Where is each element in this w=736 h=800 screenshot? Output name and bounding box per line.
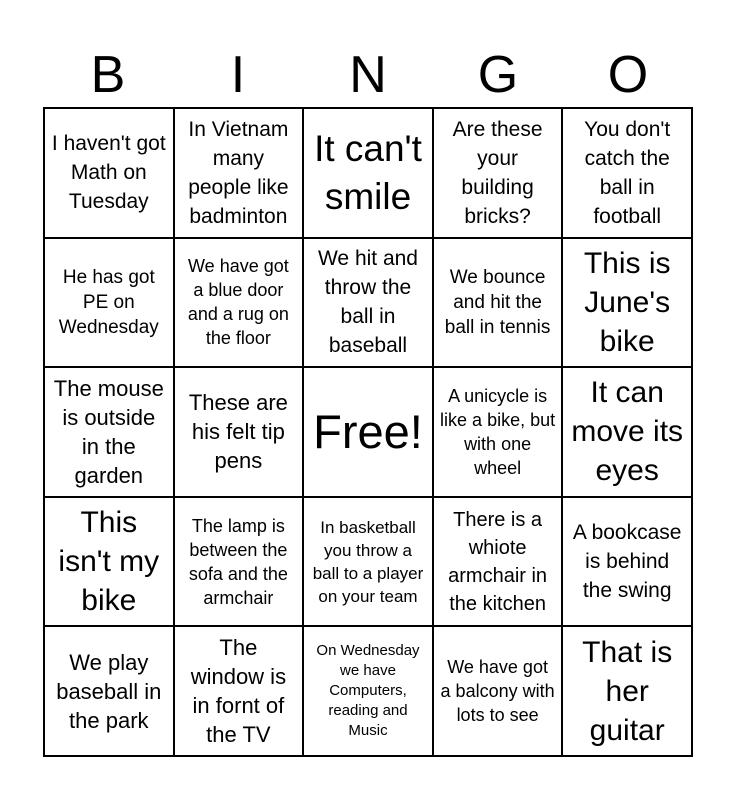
- bingo-cell[interactable]: [562, 497, 692, 627]
- bingo-cell[interactable]: [562, 367, 692, 497]
- header-letter-o: O: [607, 46, 649, 104]
- cell-text: A unicycle is like a bike, but with one wheel: [440, 385, 556, 478]
- bingo-cell[interactable]: [303, 238, 433, 368]
- bingo-cell[interactable]: [433, 367, 563, 497]
- bingo-cell[interactable]: [433, 497, 563, 627]
- cell-text: On Wednesday we have Computers, reading and Music: [316, 642, 420, 740]
- bingo-cell[interactable]: [562, 108, 692, 238]
- bingo-cell[interactable]: [174, 626, 304, 756]
- cell-text: A bookcase is behind the swing: [572, 521, 682, 603]
- cell-text: It can move its eyes: [571, 376, 684, 488]
- free-text: Free!: [313, 404, 423, 458]
- cell-text: We have got a balcony with lots to see: [440, 657, 555, 726]
- bingo-cell[interactable]: [303, 497, 433, 627]
- cell-text: Are these your building bricks?: [452, 117, 543, 228]
- bingo-cell[interactable]: [44, 238, 174, 368]
- cell-text: The lamp is between the sofa and the armchair: [188, 515, 288, 608]
- bingo-cell[interactable]: [44, 108, 174, 238]
- bingo-cell[interactable]: [174, 238, 304, 368]
- bingo-cell[interactable]: [433, 238, 563, 368]
- bingo-cell[interactable]: [44, 497, 174, 627]
- bingo-cell[interactable]: [562, 626, 692, 756]
- bingo-grid: [43, 107, 693, 757]
- cell-text: In Vietnam many people like badminton: [188, 117, 289, 228]
- cell-text: We bounce and hit the ball in tennis: [444, 266, 551, 338]
- bingo-cell[interactable]: [44, 367, 174, 497]
- cell-text: The window is in fornt of the TV: [190, 635, 287, 748]
- cell-text: We have got a blue door and a rug on the floor: [187, 256, 289, 349]
- cell-text: The mouse is outside in the garden: [53, 375, 164, 488]
- cell-text: I haven't got Math on Tuesday: [51, 132, 166, 214]
- cell-text: He has got PE on Wednesday: [58, 266, 159, 338]
- bingo-header: [43, 44, 693, 106]
- cell-text: It can't smile: [314, 127, 422, 217]
- cell-text: This is June's bike: [583, 246, 671, 358]
- bingo-cell[interactable]: [562, 238, 692, 368]
- cell-text: There is a whiote armchair in the kitchen: [448, 508, 548, 615]
- header-letter-g: G: [477, 46, 519, 104]
- cell-text: You don't catch the ball in football: [584, 117, 671, 228]
- bingo-cell[interactable]: [44, 626, 174, 756]
- cell-text: We play baseball in the park: [56, 649, 162, 733]
- cell-text: In basketball you throw a ball to a player on your team: [312, 517, 424, 606]
- cell-text: These are his felt tip pens: [188, 390, 288, 474]
- header-letter-i: I: [230, 46, 246, 104]
- cell-text: That is her guitar: [582, 635, 673, 747]
- bingo-cell[interactable]: [303, 626, 433, 756]
- header-letter-n: N: [349, 46, 387, 104]
- bingo-cell[interactable]: [174, 497, 304, 627]
- bingo-cell[interactable]: [174, 367, 304, 497]
- cell-text: This isn't my bike: [58, 506, 160, 618]
- cell-text: We hit and throw the ball in baseball: [317, 247, 418, 358]
- bingo-cell[interactable]: [303, 108, 433, 238]
- bingo-cell[interactable]: [433, 108, 563, 238]
- bingo-cell[interactable]: [433, 626, 563, 756]
- free-cell[interactable]: [303, 367, 433, 497]
- bingo-cell[interactable]: [174, 108, 304, 238]
- header-letter-b: B: [90, 46, 126, 104]
